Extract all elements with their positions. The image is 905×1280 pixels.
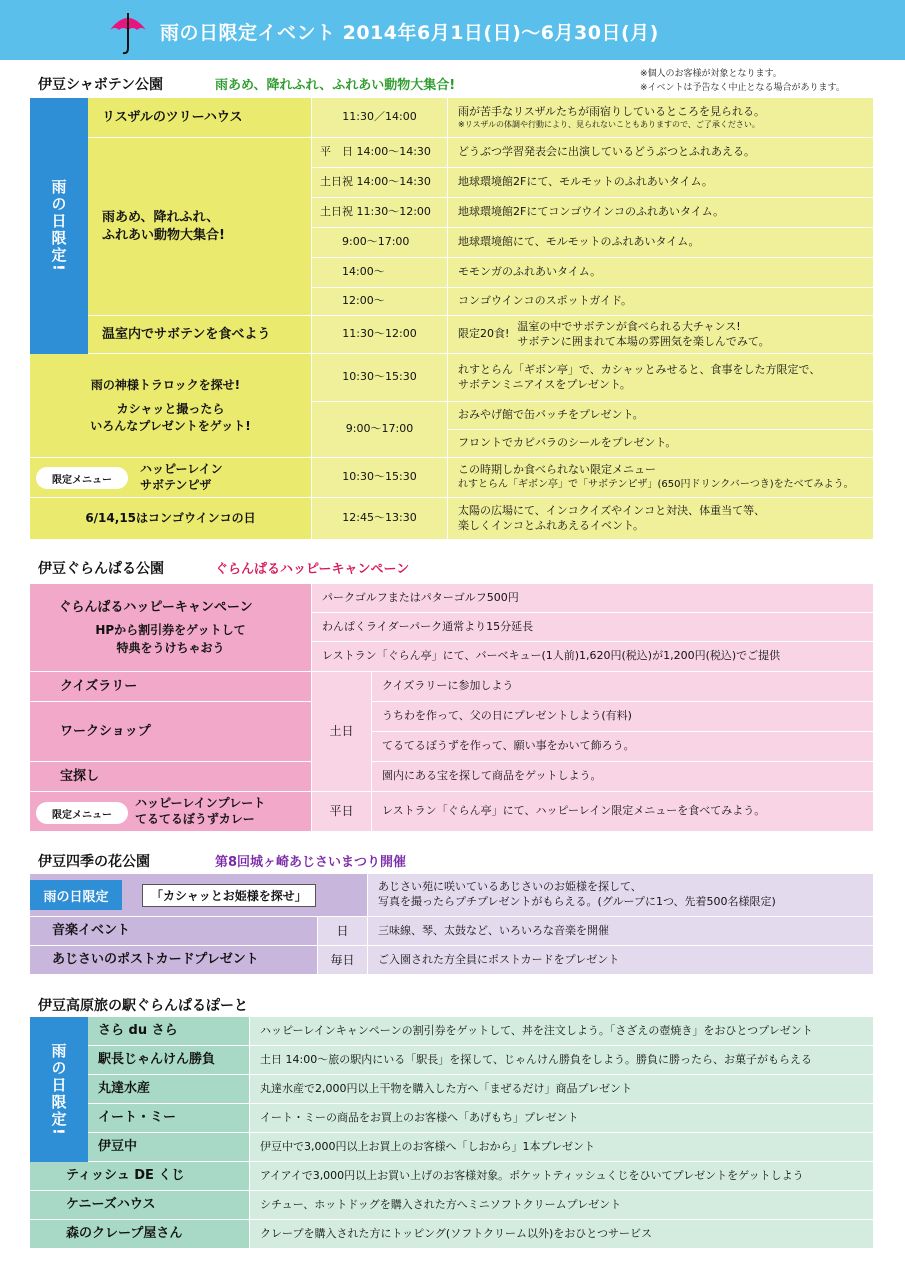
section-title-shaboten: 伊豆シャボテン公園 [38,77,164,93]
music-desc: 三味線、琴、太鼓など、いろいろな音楽を開催 [368,917,874,946]
desc-line-2: 楽しくインコとふれあえるイベント。 [458,518,645,532]
port-row-desc: クレープを購入された方にトッピング(ソフトクリーム以外)をおひとつサービス [250,1220,874,1249]
section-title-granpal: 伊豆ぐらんぱる公園 [38,561,164,577]
umbrella-icon [108,10,148,56]
animal-row-desc: 地球環境館2Fにて、モルモットのふれあいタイム。 [448,168,874,198]
menu-desc: レストラン「ぐらん亭」にて、ハッピーレイン限定メニューを食べてみよう。 [372,792,874,832]
desc-text: 雨が苦手なリスザルたちが雨宿りしているところを見られる。 [458,104,766,118]
animal-row-desc: どうぶつ学習発表会に出演しているどうぶつとふれあえる。 [448,138,874,168]
name-line-1: ハッピーレインプレート [135,796,266,810]
port-row-name: さら du さら [88,1017,250,1046]
menu-name [135,795,265,827]
name-line-1: ぐらんぱるハッピーキャンペーン [58,599,253,615]
animal-row-time: 12:00〜 [312,288,448,316]
desc-line-1: 太陽の広場にて、インコクイズやインコと対決、体重当て等、 [458,503,766,517]
name-line-3: いろんなプレゼントをゲット! [90,418,251,433]
row-time-tlaloc-2: 9:00〜17:00 [312,402,448,458]
port-row-desc: ハッピーレインキャンペーンの割引券をゲットして、丼を注文しよう。「さざえの壺焼き」をおひとつプレゼント [250,1017,874,1046]
animal-row-time: 9:00〜17:00 [312,228,448,258]
day-weekend: 土日 [312,672,372,792]
name-line-2: HPから割引券をゲットして [95,623,246,638]
port-row-desc: アイアイで3,000円以上お買い上げのお客様対象。ポケットティッシュくじをひいてプレゼントをゲットしよう [250,1162,874,1191]
desc-line-1: あじさい苑に咲いているあじさいのお姫様を探して、 [378,880,642,894]
quiz-desc: クイズラリーに参加しよう [372,672,874,702]
row-name-postcard: あじさいのポストカードプレゼント [30,946,318,975]
row-time-parrot-day: 12:45〜13:30 [312,498,448,540]
music-day: 日 [318,917,368,946]
limited-menu-badge: 限定メニュー [36,467,128,489]
animal-row-desc: 地球環境館2Fにてコンゴウインコのふれあいタイム。 [448,198,874,228]
port-row-name: 駅長じゃんけん勝負 [88,1046,250,1075]
row-time-tlaloc-1: 10:30〜15:30 [312,354,448,402]
desc-line-1: 温室の中でサボテンが食べられる大チャンス! [517,319,741,333]
treasure-desc: 園内にある宝を探して商品をゲットしよう。 [372,762,874,792]
animal-row-time: 14:00〜 [312,258,448,288]
section-title-port: 伊豆高原旅の駅ぐらんぱるぽーと [38,998,248,1014]
note-1: ※個人のお客様が対象となります。 [640,69,782,79]
campaign-benefit-3: レストラン「ぐらん亭」にて、バーベキュー(1人前)1,620円(税込)が1,200円(税込)でご提供 [312,642,874,672]
row-desc-tlaloc-2: おみやげ館で缶バッチをプレゼント。 [448,402,874,430]
port-row-desc: 伊豆中で3,000円以上お買上のお客様へ「しおから」1本プレゼント [250,1133,874,1162]
desc-line-2: サボテンに囲まれて本場の雰囲気を楽しんでみて。 [517,334,770,348]
row-desc-cactus-eat [448,316,874,354]
rainy-day-vertical-tag: 雨の日限定! [30,98,88,354]
animal-row-desc: モモンガのふれあいタイム。 [448,258,874,288]
port-row-name: 伊豆中 [88,1133,250,1162]
header-banner [0,0,905,60]
campaign-benefit-1: パークゴルフまたはパターゴルフ500円 [312,584,874,613]
desc-line-1: れすとらん「ギボン亭」で、カシャッとみせると、食事をした方限定で、 [458,362,821,376]
section-subtitle-granpal: ぐらんぱるハッピーキャンペーン [215,562,410,577]
row-desc-pizza [448,458,874,498]
port-row-desc: 土日 14:00〜旅の駅内にいる「駅長」を探して、じゃんけん勝負をしよう。勝負に勝ったら、お菓子がもらえる [250,1046,874,1075]
name-line-2: ふれあい動物大集合! [102,227,225,243]
animal-row-time: 土日祝 14:00〜14:30 [312,168,448,198]
port-row-name: ティッシュ DE くじ [30,1162,250,1191]
row-name-treasure: 宝探し [30,762,312,792]
animal-row-desc: コンゴウインコのスポットガイド。 [448,288,874,316]
row-name-workshop: ワークショップ [30,702,312,762]
port-row-name: イート・ミー [88,1104,250,1133]
port-row-name: 森のクレープ屋さん [30,1220,250,1249]
row-name-music: 音楽イベント [30,917,318,946]
row-desc-parrot-day [448,498,874,540]
section-subtitle-shaboten: 雨あめ、降れふれ、ふれあい動物大集合! [215,78,456,93]
row-name-campaign [30,584,312,672]
pizza-name [140,461,223,493]
princess-name: 「カシャッとお姫様を探せ」 [142,884,316,907]
postcard-day: 毎日 [318,946,368,975]
rainy-day-badge: 雨の日限定 [30,880,122,910]
row-name-tlaloc [30,354,312,458]
row-name-parrot-day: 6/14,15はコンゴウインコの日 [30,498,312,540]
animal-row-time: 平 日 14:00〜14:30 [312,138,448,168]
row-desc-tlaloc-3: フロントでカピバラのシールをプレゼント。 [448,430,874,458]
name-line-1: 雨の神様トラロックを探せ! [90,378,241,393]
campaign-benefit-2: わんぱくライダーパーク通常より15分延長 [312,613,874,642]
workshop-desc-1: うちわを作って、父の日にプレゼントしよう(有料) [372,702,874,732]
row-desc-tlaloc-1 [448,354,874,402]
limited-menu-badge-2: 限定メニュー [36,802,128,824]
animal-row-desc: 地球環境館にて、モルモットのふれあいタイム。 [448,228,874,258]
row-name-quiz: クイズラリー [30,672,312,702]
port-row-desc: イート・ミーの商品をお買上のお客様へ「あげもち」プレゼント [250,1104,874,1133]
name-line-2: てるてるぼうずカレー [135,812,255,827]
page-title: 雨の日限定イベント 2014年6月1日(日)〜6月30日(月) [160,22,659,44]
row-name-risuzaru: リスザルのツリーハウス [88,98,312,138]
desc-line-2: れすとらん「ギボン亭」で「サボテンピザ」(650円ドリンクバーつき)をたべてみよう。 [458,479,854,491]
desc-line-1: この時期しか食べられない限定メニュー [458,463,656,477]
port-row-name: ケニーズハウス [30,1191,250,1220]
row-time-risuzaru: 11:30／14:00 [312,98,448,138]
row-time-pizza: 10:30〜15:30 [312,458,448,498]
day-weekday: 平日 [312,792,372,832]
row-desc-risuzaru [448,98,874,138]
desc-line-2: 写真を撮ったらプチプレゼントがもらえる。(グループに1つ、先着500名様限定) [378,895,776,908]
limited-20-label: 限定20食! [458,327,510,341]
section-title-shiki: 伊豆四季の花公園 [38,854,150,870]
port-row-desc: 丸達水産で2,000円以上干物を購入した方へ「まぜるだけ」商品プレゼント [250,1075,874,1104]
animal-row-time: 土日祝 11:30〜12:00 [312,198,448,228]
port-row-name: 丸達水産 [88,1075,250,1104]
name-line-1: ハッピーレイン [140,462,223,476]
desc-line-2: サボテンミニアイスをプレゼント。 [458,377,631,391]
row-time-cactus-eat: 11:30〜12:00 [312,316,448,354]
note-2: ※イベントは予告なく中止となる場合があります。 [640,83,845,93]
name-line-1: 雨あめ、降れふれ、 [102,209,220,225]
port-row-desc: シチュー、ホットドッグを購入された方へミニソフトクリームプレゼント [250,1191,874,1220]
name-line-2: カシャッと撮ったら [116,402,225,417]
section-subtitle-shiki: 第8回城ヶ崎あじさいまつり開催 [215,855,407,870]
rainy-day-vertical-tag-2: 雨の日限定! [30,1017,88,1162]
row-name-cactus-eat: 温室内でサボテンを食べよう [88,316,312,354]
row-name-animals [88,138,312,316]
desc-note: ※リスザルの体調や行動により、見られないこともありますので、ご了承ください。 [458,119,760,129]
postcard-desc: ご入園された方全員にポストカードをプレゼント [368,946,874,975]
name-line-3: 特典をうけちゃおう [116,641,225,656]
workshop-desc-2: てるてるぼうずを作って、願い事をかいて飾ろう。 [372,732,874,762]
name-line-2: サボテンピザ [140,478,212,493]
princess-desc [368,874,874,917]
